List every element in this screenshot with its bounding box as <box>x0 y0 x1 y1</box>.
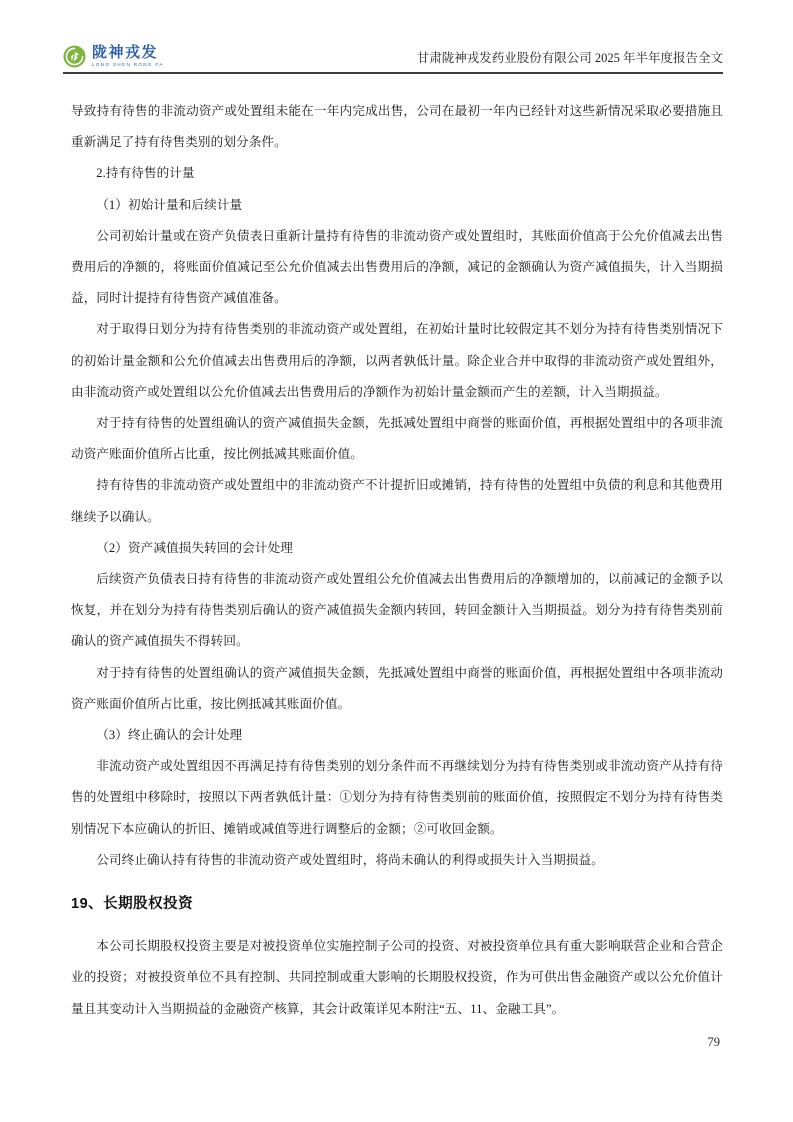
logo-text <box>92 45 164 68</box>
section-heading: 19、长期股权投资 <box>71 896 194 913</box>
paragraph: 对于取得日划分为持有待售类别的非流动资产或处置组，在初始计量时比较假定其不划分为持有待售类别情况下的初始计量金额和公允价值减去出售费用后的净额，以两者孰低计量。除企业合并中取得的非流动资产或处置组外，由非流动资产或处置组以公允价值减去出售费用后的净额作为初始计量金额而产生的差额，计入当期损益。 <box>71 322 723 399</box>
paragraph: 对于持有待售的处置组确认的资产减值损失金额，先抵减处置组中商誉的账面价值，再根据处置组中的各项非流动资产账面价值所占比重，按比例抵减其账面价值。 <box>71 416 723 462</box>
report-header-title: 甘肃陇神戎发药业股份有限公司 2025 年半年度报告全文 <box>416 51 723 65</box>
paragraph: 导致持有待售的非流动资产或处置组未能在一年内完成出售，公司在最初一年内已经针对这些新情况采取必要措施且重新满足了持有待售类别的划分条件。 <box>71 104 723 150</box>
page-number: 79 <box>707 1035 720 1049</box>
header-rule-row <box>63 45 723 74</box>
paragraph: 2.持有待售的计量 <box>96 166 195 181</box>
company-logo <box>63 45 164 68</box>
page-header <box>0 0 793 74</box>
paragraph: 对于持有待售的处置组确认的资产减值损失金额，先抵减处置组中商誉的账面价值，再根据处置组中各项非流动资产账面价值所占比重，按比例抵减其账面价值。 <box>71 665 723 711</box>
paragraph: 持有待售的非流动资产或处置组中的非流动资产不计提折旧或摊销，持有待售的处置组中负债的利息和其他费用继续予以确认。 <box>71 478 723 524</box>
logo-english-name: LONG SHEN RONG FA <box>92 62 164 68</box>
logo-circle-icon <box>63 45 86 68</box>
paragraph: （1）初始计量和后续计量 <box>96 197 243 212</box>
paragraph: 非流动资产或处置组因不再满足持有待售类别的划分条件而不再继续划分为持有待售类别或非流动资产从持有待售的处置组中移除时，按照以下两者孰低计量：①划分为持有待售类别前的账面价值，按照假定不划分为持有待售类别情况下本应确认的折旧、摊销或减值等进行调整后的金额；②可收回金额。 <box>71 759 723 836</box>
paragraph: （2）资产减值损失转回的会计处理 <box>96 540 293 555</box>
logo-chinese-name: 陇神戎发 <box>92 44 159 62</box>
paragraph: 本公司长期股权投资主要是对被投资单位实施控制子公司的投资、对被投资单位具有重大影响联营企业和合营企业的投资；对被投资单位不具有控制、共同控制或重大影响的长期股权投资，作为可供出售金融资产或以公允价值计量且其变动计入当期损益的金融资产核算，其会计政策详见本附注“五、11、金融工具”。 <box>71 939 723 1016</box>
paragraph: （3）终止确认的会计处理 <box>96 728 243 743</box>
paragraph: 公司初始计量或在资产负债表日重新计量持有待售的非流动资产或处置组时，其账面价值高于公允价值减去出售费用后的净额的，将账面价值减记至公允价值减去出售费用后的净额，减记的金额确认为资产减值损失，计入当期损益，同时计提持有待售资产减值准备。 <box>71 228 723 306</box>
paragraph: 公司终止确认持有待售的非流动资产或处置组时，将尚未确认的利得或损失计入当期损益。 <box>96 852 604 867</box>
document-body <box>71 96 723 1025</box>
paragraph: 后续资产负债表日持有待售的非流动资产或处置组公允价值减去出售费用后的净额增加的，以前减记的金额予以恢复，并在划分为持有待售类别后确认的资产减值损失金额内转回，转回金额计入当期损益。划分为持有待售类别前确认的资产减值损失不得转回。 <box>71 572 723 649</box>
